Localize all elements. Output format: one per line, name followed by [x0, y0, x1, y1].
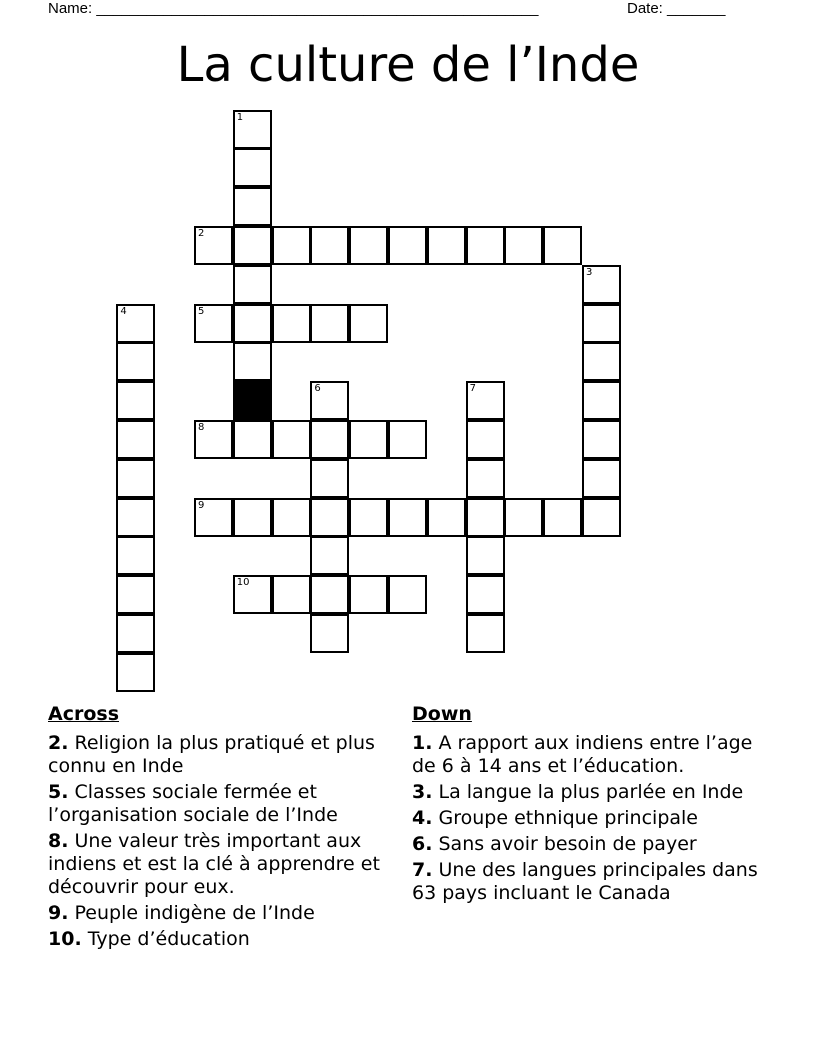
grid-cell[interactable] [427, 226, 466, 265]
grid-cell[interactable] [466, 536, 505, 575]
clue-across-2 [48, 732, 404, 778]
clue-number-label: 7 [469, 383, 476, 395]
grid-cell[interactable] [466, 226, 505, 265]
clue-text: Une des langues principales dans 63 pays incluant le Canada [412, 859, 758, 904]
page-title: La culture de l’Inde [176, 37, 640, 93]
clue-number-label: 2 [198, 228, 205, 239]
clue-down-3 [412, 781, 772, 804]
clue-number-label: 1 [236, 111, 244, 123]
grid-cell[interactable] [466, 614, 505, 653]
grid-cell[interactable] [466, 459, 505, 498]
grid-cell[interactable] [466, 498, 505, 537]
grid-cell[interactable] [504, 226, 543, 265]
across-clues [48, 702, 404, 954]
grid-cell[interactable] [233, 575, 272, 614]
grid-cell[interactable] [272, 575, 311, 614]
grid-cell[interactable] [310, 420, 349, 459]
grid-cell[interactable] [466, 381, 505, 420]
grid-cell[interactable] [310, 226, 349, 265]
date-field: Date: _______ [627, 0, 726, 17]
clue-number: 6. [412, 833, 433, 855]
grid-cell[interactable] [116, 614, 155, 653]
clue-number: 9. [48, 902, 69, 924]
clue-across-10 [48, 928, 404, 951]
clue-number: 5. [48, 781, 69, 803]
grid-cell[interactable] [349, 304, 388, 343]
grid-cell[interactable] [388, 226, 427, 265]
clue-number: 10. [48, 928, 82, 950]
grid-cell[interactable] [233, 265, 272, 304]
clue-number: 7. [412, 859, 433, 881]
grid-cell[interactable] [310, 536, 349, 575]
grid-cell[interactable] [233, 342, 272, 381]
clue-number: 8. [48, 830, 69, 852]
grid-cell[interactable] [466, 420, 505, 459]
grid-cell[interactable] [194, 420, 233, 459]
grid-cell[interactable] [233, 420, 272, 459]
grid-cell[interactable] [116, 459, 155, 498]
clue-across-9 [48, 902, 404, 925]
grid-cell[interactable] [427, 498, 466, 537]
grid-cell[interactable] [349, 498, 388, 537]
grid-cell[interactable] [272, 498, 311, 537]
grid-cell[interactable] [272, 226, 311, 265]
grid-cell[interactable] [116, 304, 155, 343]
grid-cell[interactable] [233, 110, 272, 149]
grid-cell[interactable] [310, 498, 349, 537]
grid-cell[interactable] [233, 226, 272, 265]
grid-cell[interactable] [272, 420, 311, 459]
grid-cell[interactable] [582, 265, 621, 304]
grid-cell[interactable] [349, 575, 388, 614]
grid-cell[interactable] [310, 459, 349, 498]
grid-cell[interactable] [194, 304, 233, 343]
clue-across-8 [48, 830, 404, 899]
grid-cell[interactable] [116, 653, 155, 692]
grid-cell[interactable] [116, 575, 155, 614]
grid-cell[interactable] [310, 381, 349, 420]
clue-text: La langue la plus parlée en Inde [438, 781, 744, 803]
grid-cell[interactable] [582, 304, 621, 343]
grid-cell[interactable] [233, 304, 272, 343]
grid-cell[interactable] [233, 187, 272, 226]
clue-number-label: 9 [198, 499, 205, 511]
grid-cell[interactable] [194, 226, 233, 265]
clue-across-5 [48, 781, 404, 827]
grid-cell[interactable] [116, 342, 155, 381]
clue-number-label: 5 [198, 305, 205, 317]
black-cell [233, 381, 272, 420]
grid-cell[interactable] [582, 381, 621, 420]
grid-cell[interactable] [543, 226, 582, 265]
grid-cell[interactable] [388, 420, 427, 459]
grid-cell[interactable] [582, 342, 621, 381]
grid-cell[interactable] [582, 420, 621, 459]
grid-cell[interactable] [388, 498, 427, 537]
grid-cell[interactable] [543, 498, 582, 537]
clue-text: Type d’éducation [87, 928, 250, 950]
down-clues [412, 702, 772, 908]
clue-text: Sans avoir besoin de payer [438, 833, 697, 855]
grid-cell[interactable] [194, 498, 233, 537]
clue-down-1 [412, 732, 772, 778]
grid-cell[interactable] [116, 420, 155, 459]
grid-cell[interactable] [349, 420, 388, 459]
name-field: Name: _____________________________________________________ [48, 0, 539, 17]
grid-cell[interactable] [504, 498, 543, 537]
grid-cell[interactable] [116, 498, 155, 537]
clue-number: 3. [412, 781, 433, 803]
clue-text: A rapport aux indiens entre l’age de 6 à 14 ans et l’éducation. [412, 732, 753, 777]
grid-cell[interactable] [310, 614, 349, 653]
clue-number-label: 6 [314, 383, 321, 395]
clue-number: 1. [412, 732, 433, 754]
clue-number: 2. [48, 732, 69, 754]
clue-text: Groupe ethnique principale [438, 807, 698, 829]
clue-text: Peuple indigène de l’Inde [74, 902, 315, 924]
across-heading: Across [48, 703, 120, 725]
grid-cell[interactable] [116, 381, 155, 420]
down-heading: Down [412, 703, 472, 725]
clue-text: Religion la plus pratiqué et plus connu en Inde [48, 732, 375, 777]
clue-text: Classes sociale fermée et l’organisation sociale de l’Inde [48, 781, 338, 826]
clue-down-4 [412, 807, 772, 830]
clue-down-7 [412, 859, 772, 905]
clue-number-label: 8 [198, 422, 205, 433]
grid-cell[interactable] [582, 498, 621, 537]
clue-text: Une valeur très important aux indiens et est la clé à apprendre et découvrir pour eux. [48, 830, 380, 898]
clue-number-label: 10 [236, 577, 250, 589]
clue-number: 4. [412, 807, 433, 829]
grid-cell[interactable] [310, 575, 349, 614]
grid-cell[interactable] [349, 226, 388, 265]
clue-number-label: 4 [120, 305, 127, 317]
grid-cell[interactable] [272, 304, 311, 343]
grid-cell[interactable] [116, 536, 155, 575]
clue-number-label: 3 [586, 266, 593, 278]
grid-cell[interactable] [233, 498, 272, 537]
grid-cell[interactable] [582, 459, 621, 498]
clue-down-6 [412, 833, 772, 856]
grid-cell[interactable] [310, 304, 349, 343]
grid-cell[interactable] [233, 148, 272, 187]
grid-cell[interactable] [466, 575, 505, 614]
grid-cell[interactable] [388, 575, 427, 614]
